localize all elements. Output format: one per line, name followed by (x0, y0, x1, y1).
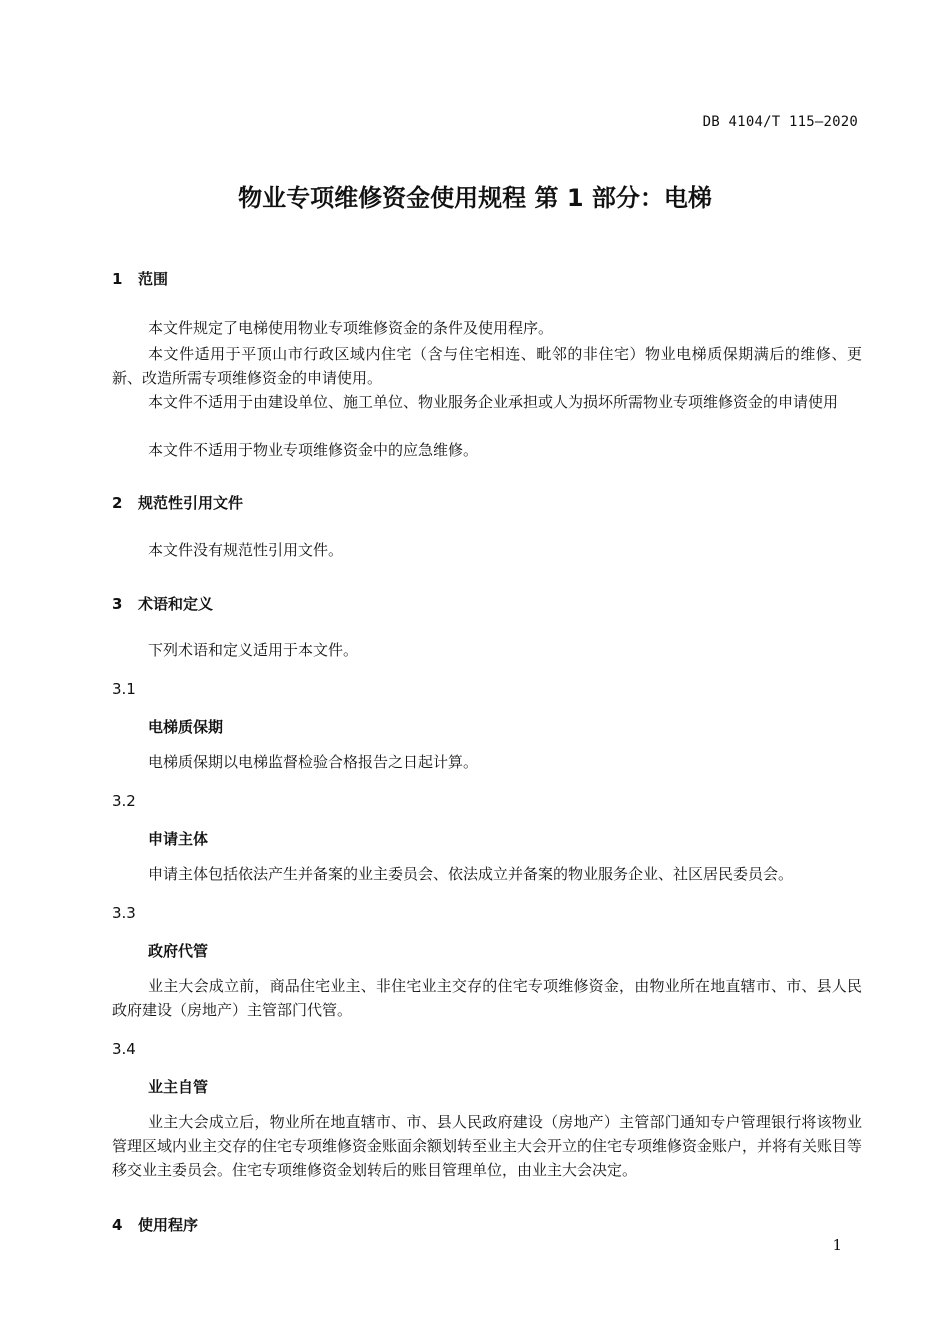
paragraph: 本文件不适用于物业专项维修资金中的应急维修。 (148, 441, 479, 459)
term-title: 电梯质保期 (148, 718, 224, 736)
section-heading-4 (112, 1214, 198, 1235)
section-number: 1 (112, 270, 123, 288)
section-heading-1 (112, 268, 168, 289)
term-title: 业主自管 (148, 1078, 209, 1096)
section-heading-2 (112, 492, 243, 513)
paragraph: 下列术语和定义适用于本文件。 (148, 641, 359, 659)
section-heading-3 (112, 593, 213, 614)
term-number: 3.1 (112, 680, 136, 698)
section-number: 3 (112, 595, 123, 613)
section-number: 4 (112, 1216, 123, 1234)
term-definition: 业主大会成立前，商品住宅业主、非住宅业主交存的住宅专项维修资金，由物业所在地直辖市、市、县人民政府建设（房地产）主管部门代管。 (112, 977, 862, 1019)
section-title: 术语和定义 (138, 595, 214, 613)
page-number: 1 (832, 1236, 842, 1254)
section-title: 使用程序 (138, 1216, 199, 1234)
section-title: 范围 (138, 270, 169, 288)
section-title: 规范性引用文件 (138, 494, 244, 512)
paragraph: 本文件规定了电梯使用物业专项维修资金的条件及使用程序。 (148, 319, 554, 337)
term-definition: 申请主体包括依法产生并备案的业主委员会、依法成立并备案的物业服务企业、社区居民委员会。 (148, 865, 794, 883)
term-definition: 业主大会成立后，物业所在地直辖市、市、县人民政府建设（房地产）主管部门通知专户管理银行将该物业管理区域内业主交存的住宅专项维修资金账面余额划转至业主大会开立的住宅专项维修资金账户，并将有关账目等移交业主委员会。住宅专项维修资金划转后的账目管理单位，由业主大会决定。 (112, 1113, 863, 1179)
term-number: 3.4 (112, 1040, 136, 1058)
term-number: 3.2 (112, 792, 136, 810)
paragraph: 本文件没有规范性引用文件。 (148, 541, 344, 559)
section-number: 2 (112, 494, 123, 512)
paragraph: 本文件适用于平顶山市行政区域内住宅（含与住宅相连、毗邻的非住宅）物业电梯质保期满后的维修、更新、改造所需专项维修资金的申请使用。 (112, 345, 862, 387)
paragraph: 本文件不适用于由建设单位、施工单位、物业服务企业承担或人为损坏所需物业专项维修资金的申请使用 (148, 393, 839, 411)
term-title: 政府代管 (148, 942, 209, 960)
term-number: 3.3 (112, 904, 136, 922)
term-title: 申请主体 (148, 830, 209, 848)
document-code: DB 4104/T 115—2020 (702, 114, 858, 130)
document-title: 物业专项维修资金使用规程 第 1 部分：电梯 (238, 184, 712, 212)
term-definition: 电梯质保期以电梯监督检验合格报告之日起计算。 (148, 753, 479, 771)
